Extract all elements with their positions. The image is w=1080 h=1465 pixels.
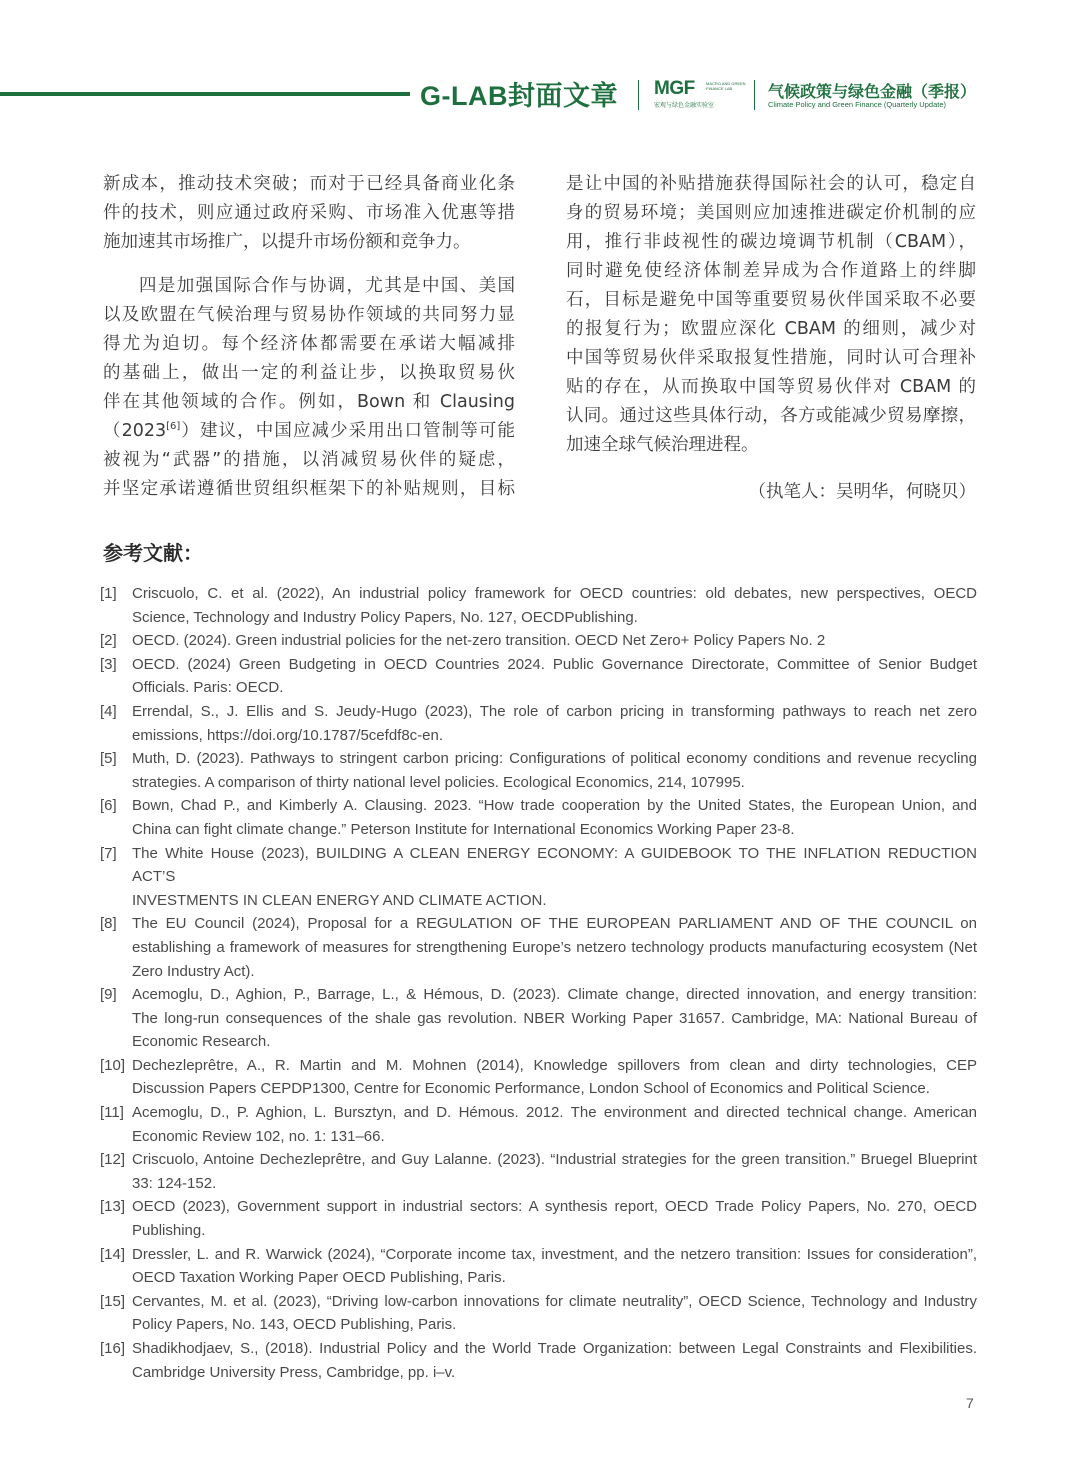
reference-number: [13] — [100, 1198, 126, 1216]
reference-text: Zero Industry Act). — [132, 962, 255, 980]
reference-text: 33: 124-152. — [132, 1174, 217, 1192]
citation-mark: [6] — [166, 421, 181, 433]
reference-item — [100, 1148, 977, 1195]
reference-item — [100, 794, 977, 841]
reference-text: Cambridge University Press, Cambridge, pp. i–v. — [132, 1363, 456, 1381]
reference-text: strategies. A comparison of thirty national level policies. Ecological Economics, 214, 107995. — [132, 773, 745, 791]
references-heading: 参考文献： — [103, 541, 203, 565]
reference-text: OECD. (2024). Green industrial policies for the net-zero transition. OECD Net Zero+ Policy Papers No. 2 — [132, 632, 826, 650]
reference-item — [100, 842, 977, 913]
reference-item — [100, 653, 977, 700]
reference-item — [100, 582, 977, 629]
reference-text: Dressler, L. and R. Warwick (2024), “Corporate income tax, investment, and the netzero transition: Issues for consideration”, — [132, 1245, 977, 1263]
text-line: 新成本，推动技术突破；而对于已经具备商业化条 — [103, 174, 515, 194]
text-line: 以及欧盟在气候治理与贸易协作领域的共同努力显 — [103, 305, 515, 325]
reference-number: [10] — [100, 1056, 126, 1074]
paragraph — [103, 272, 515, 504]
text-line: 得尤为迫切。每个经济体都需要在承诺大幅减排 — [103, 334, 515, 354]
reference-text: Acemoglu, D., Aghion, P., Barrage, L., & Hémous, D. (2023). Climate change, directed innovation, and energy transition: — [132, 986, 977, 1004]
text-line: 是让中国的补贴措施获得国际社会的认可，稳定自 — [566, 174, 976, 194]
reference-item — [100, 1290, 977, 1337]
reference-number: [9] — [100, 986, 117, 1004]
reference-number: [12] — [100, 1151, 126, 1169]
reference-item — [100, 629, 977, 653]
reference-text: Acemoglu, D., P. Aghion, L. Bursztyn, and D. Hémous. 2012. The environment and directed technical change. American — [132, 1104, 977, 1122]
right-column — [566, 170, 976, 460]
header-divider — [754, 80, 755, 110]
reference-number: [1] — [100, 585, 117, 602]
reference-item — [100, 700, 977, 747]
text-line: 四是加强国际合作与协调，尤其是中国、美国 — [139, 276, 515, 296]
section-title: G-LAB封面文章 — [420, 81, 618, 111]
text-line: 被视为“武器”的措施，以消减贸易伙伴的疑虑， — [103, 450, 515, 470]
citation-text: ）建议，中国应减少采用出口管制等可能 — [180, 421, 515, 441]
reference-text: Publishing. — [132, 1222, 206, 1240]
author-credit: （执笔人：吴明华，何晓贝） — [748, 482, 976, 502]
reference-item — [100, 747, 977, 794]
reference-text: Science, Technology and Industry Policy Papers, No. 127, OECDPublishing. — [132, 608, 638, 626]
reference-number: [11] — [100, 1104, 124, 1122]
text-line: 同时避免使经济体制差异成为合作道路上的绊脚 — [566, 261, 976, 281]
reference-number: [2] — [100, 632, 117, 650]
mgf-logo-text: MGF — [654, 78, 695, 99]
reference-text: The long-run consequences of the shale gas revolution. NBER Working Paper 31657. Cambridge, MA: National Bureau of — [132, 1009, 977, 1027]
text-line: 石，目标是避免中国等重要贸易伙伴国采取不必要 — [566, 290, 976, 310]
reference-text: Economic Research. — [132, 1033, 271, 1051]
text-line: 的基础上，做出一定的利益让步，以换取贸易伙 — [103, 363, 515, 383]
paragraph — [103, 170, 515, 257]
reference-item — [100, 912, 977, 983]
reference-item — [100, 1195, 977, 1242]
reference-text: Cervantes, M. et al. (2023), “Driving low-carbon innovations for climate neutrality”, OECD Science, Technology and Industry — [132, 1292, 977, 1310]
reference-text: Dechezleprêtre, A., R. Martin and M. Mohnen (2014), Knowledge spillovers from clean and dirty technologies, CEP — [132, 1056, 977, 1074]
reference-number: [7] — [100, 844, 117, 862]
reference-text: Discussion Papers CEPDP1300, Centre for Economic Performance, London School of Economics and Political Science. — [132, 1080, 930, 1098]
mgf-logo-cn: 宏观与绿色金融实验室 — [654, 102, 715, 109]
reference-number: [15] — [100, 1292, 126, 1310]
text-line: 认同。通过这些具体行动，各方或能减少贸易摩擦， — [566, 406, 976, 426]
reference-text: emissions, https://doi.org/10.1787/5cefdf8c-en. — [132, 726, 444, 744]
reference-item — [100, 1243, 977, 1290]
text-line: 施加速其市场推广，以提升市场份额和竞争力。 — [103, 232, 471, 252]
reference-text: Shadikhodjaev, S., (2018). Industrial Policy and the World Trade Organization: between Legal Constraints and Flexibilities. — [132, 1340, 977, 1357]
reference-item — [100, 1054, 977, 1101]
left-column — [103, 170, 515, 504]
reference-item — [100, 983, 977, 1054]
mgf-logo-subtext: MACRO AND GREEN FINANCE LAB — [706, 81, 746, 91]
reference-text: OECD. (2024) Green Budgeting in OECD Countries 2024. Public Governance Directorate, Committee of Senior Budget — [132, 655, 977, 673]
reference-text: Officials. Paris: OECD. — [132, 679, 284, 697]
reference-text: OECD Taxation Working Paper OECD Publishing, Paris. — [132, 1269, 506, 1287]
text-line: 加速全球气候治理进程。 — [566, 435, 759, 455]
page-number: 7 — [966, 1395, 974, 1411]
reference-text: Criscuolo, C. et al. (2022), An industrial policy framework for OECD countries: old debates, new perspectives, OECD — [132, 585, 977, 602]
reference-number: [3] — [100, 655, 117, 673]
paragraph — [566, 170, 976, 460]
text-line: 的报复行为；欧盟应深化 CBAM 的细则，减少对 — [566, 319, 976, 339]
text-line: 中国等贸易伙伴采取报复性措施，同时认可合理补 — [566, 348, 976, 368]
reference-text: Criscuolo, Antoine Dechezleprêtre, and Guy Lalanne. (2023). “Industrial strategies for the green transition.” Bruegel Blueprint — [132, 1151, 977, 1169]
reference-number: [8] — [100, 915, 117, 933]
reference-text: China can fight climate change.” Peterson Institute for International Economics Working Paper 23-8. — [132, 820, 795, 838]
text-line — [103, 417, 515, 446]
reference-number: [4] — [100, 702, 117, 720]
reference-text: INVESTMENTS IN CLEAN ENERGY AND CLIMATE ACTION. — [132, 891, 547, 909]
reference-item — [100, 1101, 977, 1148]
citation-open: （2023 — [103, 421, 167, 441]
reference-number: [14] — [100, 1245, 126, 1263]
header-divider — [638, 80, 639, 110]
reference-text: The EU Council (2024), Proposal for a REGULATION OF THE EUROPEAN PARLIAMENT AND OF THE COUNCIL on — [132, 915, 977, 933]
text-line: 件的技术，则应通过政府采购、市场准入优惠等措 — [103, 203, 515, 223]
reference-number: [5] — [100, 750, 117, 768]
reference-item — [100, 1337, 977, 1384]
header-rule — [0, 92, 410, 96]
reference-text: The White House (2023), BUILDING A CLEAN ENERGY ECONOMY: A GUIDEBOOK TO THE INFLATION REDUCTION ACT’S — [132, 844, 977, 886]
reference-text: establishing a framework of measures for strengthening Europe’s netzero technology products manufacturing ecosystem (Net — [132, 938, 977, 956]
publication-title-cn: 气候政策与绿色金融（季报） — [768, 82, 977, 101]
reference-text: Errendal, S., J. Ellis and S. Jeudy-Hugo (2023), The role of carbon pricing in transforming pathways to reach net zero — [132, 702, 977, 720]
reference-text: OECD (2023), Government support in industrial sectors: A synthesis report, OECD Trade Policy Papers, No. 270, OECD — [132, 1198, 977, 1216]
text-line: 身的贸易环境；美国则应加速推进碳定价机制的应 — [566, 203, 976, 223]
reference-number: [16] — [100, 1340, 126, 1357]
reference-text: Economic Review 102, no. 1: 131–66. — [132, 1127, 385, 1145]
reference-text: Policy Papers, No. 143, OECD Publishing, Paris. — [132, 1316, 457, 1334]
reference-text: Muth, D. (2023). Pathways to stringent carbon pricing: Configurations of political economy conditions and revenue recycling — [132, 750, 977, 768]
reference-number: [6] — [100, 797, 117, 815]
publication-title-en: Climate Policy and Green Finance (Quarterly Update) — [768, 100, 946, 109]
text-line: 贴的存在，从而换取中国等贸易伙伴对 CBAM 的 — [566, 377, 976, 397]
mgf-logo — [654, 80, 746, 110]
text-line: 用，推行非歧视性的碳边境调节机制（CBAM）， — [566, 232, 976, 252]
reference-text: Bown, Chad P., and Kimberly A. Clausing. 2023. “How trade cooperation by the United States, the European Union, and — [132, 797, 977, 815]
text-line: 并坚定承诺遵循世贸组织框架下的补贴规则，目标 — [103, 479, 515, 499]
text-line: 伴在其他领域的合作。例如，Bown 和 Clausing — [103, 392, 515, 412]
reference-list — [100, 582, 977, 1384]
